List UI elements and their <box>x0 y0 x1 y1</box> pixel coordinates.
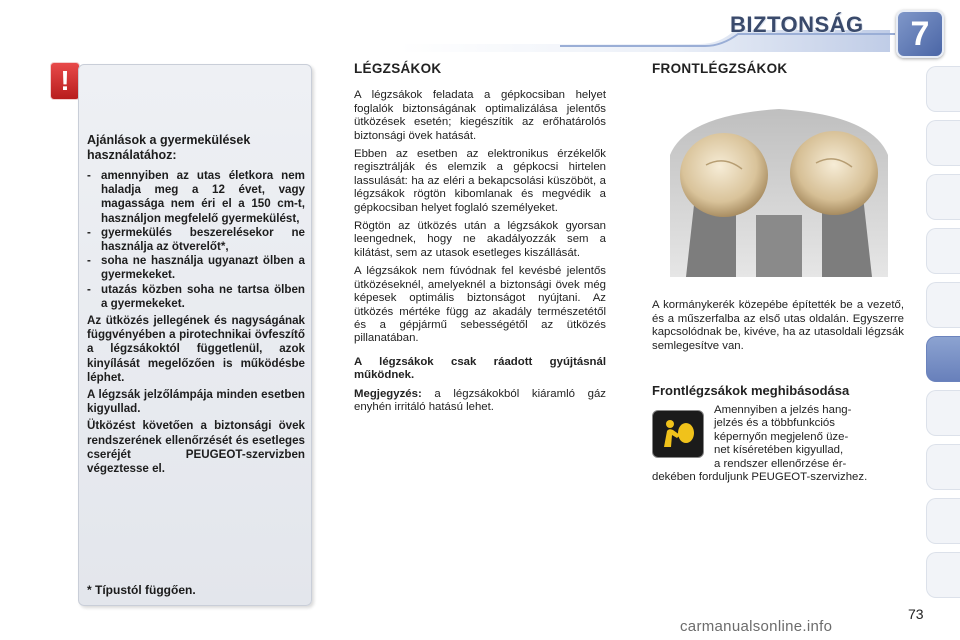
chapter-tab[interactable] <box>926 390 960 436</box>
airbag-photo <box>666 95 892 277</box>
note-paragraph <box>354 388 606 415</box>
front-airbags-section <box>652 62 904 484</box>
warning-icon: ! <box>50 62 80 100</box>
warning-heading: Ajánlások a gyermekülések használatához: <box>87 133 251 162</box>
fault-section <box>652 404 904 484</box>
ignition-note: A légzsákok csak ráadott gyújtásnál működnek. <box>354 355 606 382</box>
chapter-tab[interactable] <box>926 228 960 274</box>
chapter-tab[interactable] <box>926 498 960 544</box>
chapter-tab[interactable] <box>926 282 960 328</box>
warning-bullet: - gyermekülés beszerelésekor ne használja az ötverelőt*, <box>87 226 305 254</box>
body-paragraph: Rögtön az ütközés után a légzsákok gyorsan leengednek, hogy ne akadályozzák sem a kilátást, sem az utasok esetleges kiszállását. <box>354 220 606 259</box>
warning-paragraph: A légzsák jelzőlámpája minden esetben kigyullad. <box>87 388 305 416</box>
page-number: 73 <box>908 606 924 622</box>
chapter-tab-active[interactable] <box>926 336 960 382</box>
header-band <box>0 0 960 58</box>
fault-text-line: net kíséretében kigyullad, <box>714 444 844 457</box>
chapter-tab[interactable] <box>926 444 960 490</box>
fault-text-line: jelzés és a többfunkciós <box>714 417 835 430</box>
fault-text-tail: dekében forduljunk PEUGEOT-szervizhez. <box>652 471 868 484</box>
chapter-tab[interactable] <box>926 120 960 166</box>
warning-content <box>87 133 305 479</box>
watermark: carmanualsonline.info <box>680 618 833 635</box>
warning-list <box>87 169 305 311</box>
body-paragraph: Ebben az esetben az elektronikus érzékelők regisztrálják és elemzik a gépkocsi hirtelen lassulását: ha az eléri a bekapcsolási küszöböt, a légzsákok rögtön kibomlanak és megvédik a gépkocsiban helyet foglaló személyeket. <box>354 148 606 214</box>
fault-text-line: Amennyiben a jelzés hang- <box>714 404 852 417</box>
note-text: a légzsákokból kiáramló gáz enyhén irritáló hatású lehet. <box>354 387 606 413</box>
warning-bullet: - soha ne használja ugyanazt ölben a gyermekeket. <box>87 254 305 282</box>
section-title: LÉGZSÁKOK <box>354 61 442 76</box>
fault-text-line: képernyőn megjelenő üze- <box>714 430 849 443</box>
warning-bullet: - utazás közben soha ne tartsa ölben a gyermekeket. <box>87 283 305 311</box>
chapter-number-badge: 7 <box>896 10 944 58</box>
warning-box <box>78 64 312 606</box>
chapter-tabs <box>926 66 960 606</box>
airbags-section <box>354 62 606 419</box>
warning-footnote: * Típustól függően. <box>87 583 196 597</box>
chapter-tab[interactable] <box>926 552 960 598</box>
fault-text-line: a rendszer ellenőrzése ér- <box>714 457 847 470</box>
chapter-tab[interactable] <box>926 174 960 220</box>
body-paragraph: A légzsákok nem fúvódnak fel kevésbé jelentős ütközéseknél, amelyeknél a biztonsági övek még képesek optimális biztonságot nyújtani. Az ütközés mértéke függ az akadály természetétől és a gépjármű sebességétől az ütközés pillanatában. <box>354 265 606 345</box>
fault-heading: Frontlégzsákok meghibásodása <box>652 383 850 399</box>
warning-bullet: - amennyiben az utas életkora nem haladja meg a 12 évet, vagy magassága nem éri el a 150 cm-t, használjon megfelelő gyermekülést, <box>87 169 305 226</box>
body-paragraph: A légzsákok feladata a gépkocsiban helyet foglalók biztonságának optimalizálása jelentős ütközések esetén; kiegészítik az erőhatárolós biztonsági övek hatását. <box>354 89 606 142</box>
airbag-warning-light-icon <box>652 410 704 458</box>
note-label: Megjegyzés: <box>354 387 422 400</box>
warning-paragraph: Az ütközés jellegének és nagyságának függvényében a pirotechnikai övfeszítő a légzsákoktól függetlenül, azok kinyílását megelőzően is működésbe léphet. <box>87 314 305 384</box>
front-airbag-text: A kormánykerék közepébe építették be a vezető, és a műszerfalba az első utas oldalán. Egyszerre kapcsolódnak be, kivéve, ha az utasoldali légzsák semlegesítve van. <box>652 299 904 352</box>
warning-paragraph: Ütközést követően a biztonsági övek rendszerének ellenőrzését és esetleges cseréjét PEUGEOT-szervizben végeztesse el. <box>87 419 305 476</box>
chapter-title: BIZTONSÁG <box>730 12 864 37</box>
section-title: FRONTLÉGZSÁKOK <box>652 61 788 76</box>
chapter-tab[interactable] <box>926 66 960 112</box>
